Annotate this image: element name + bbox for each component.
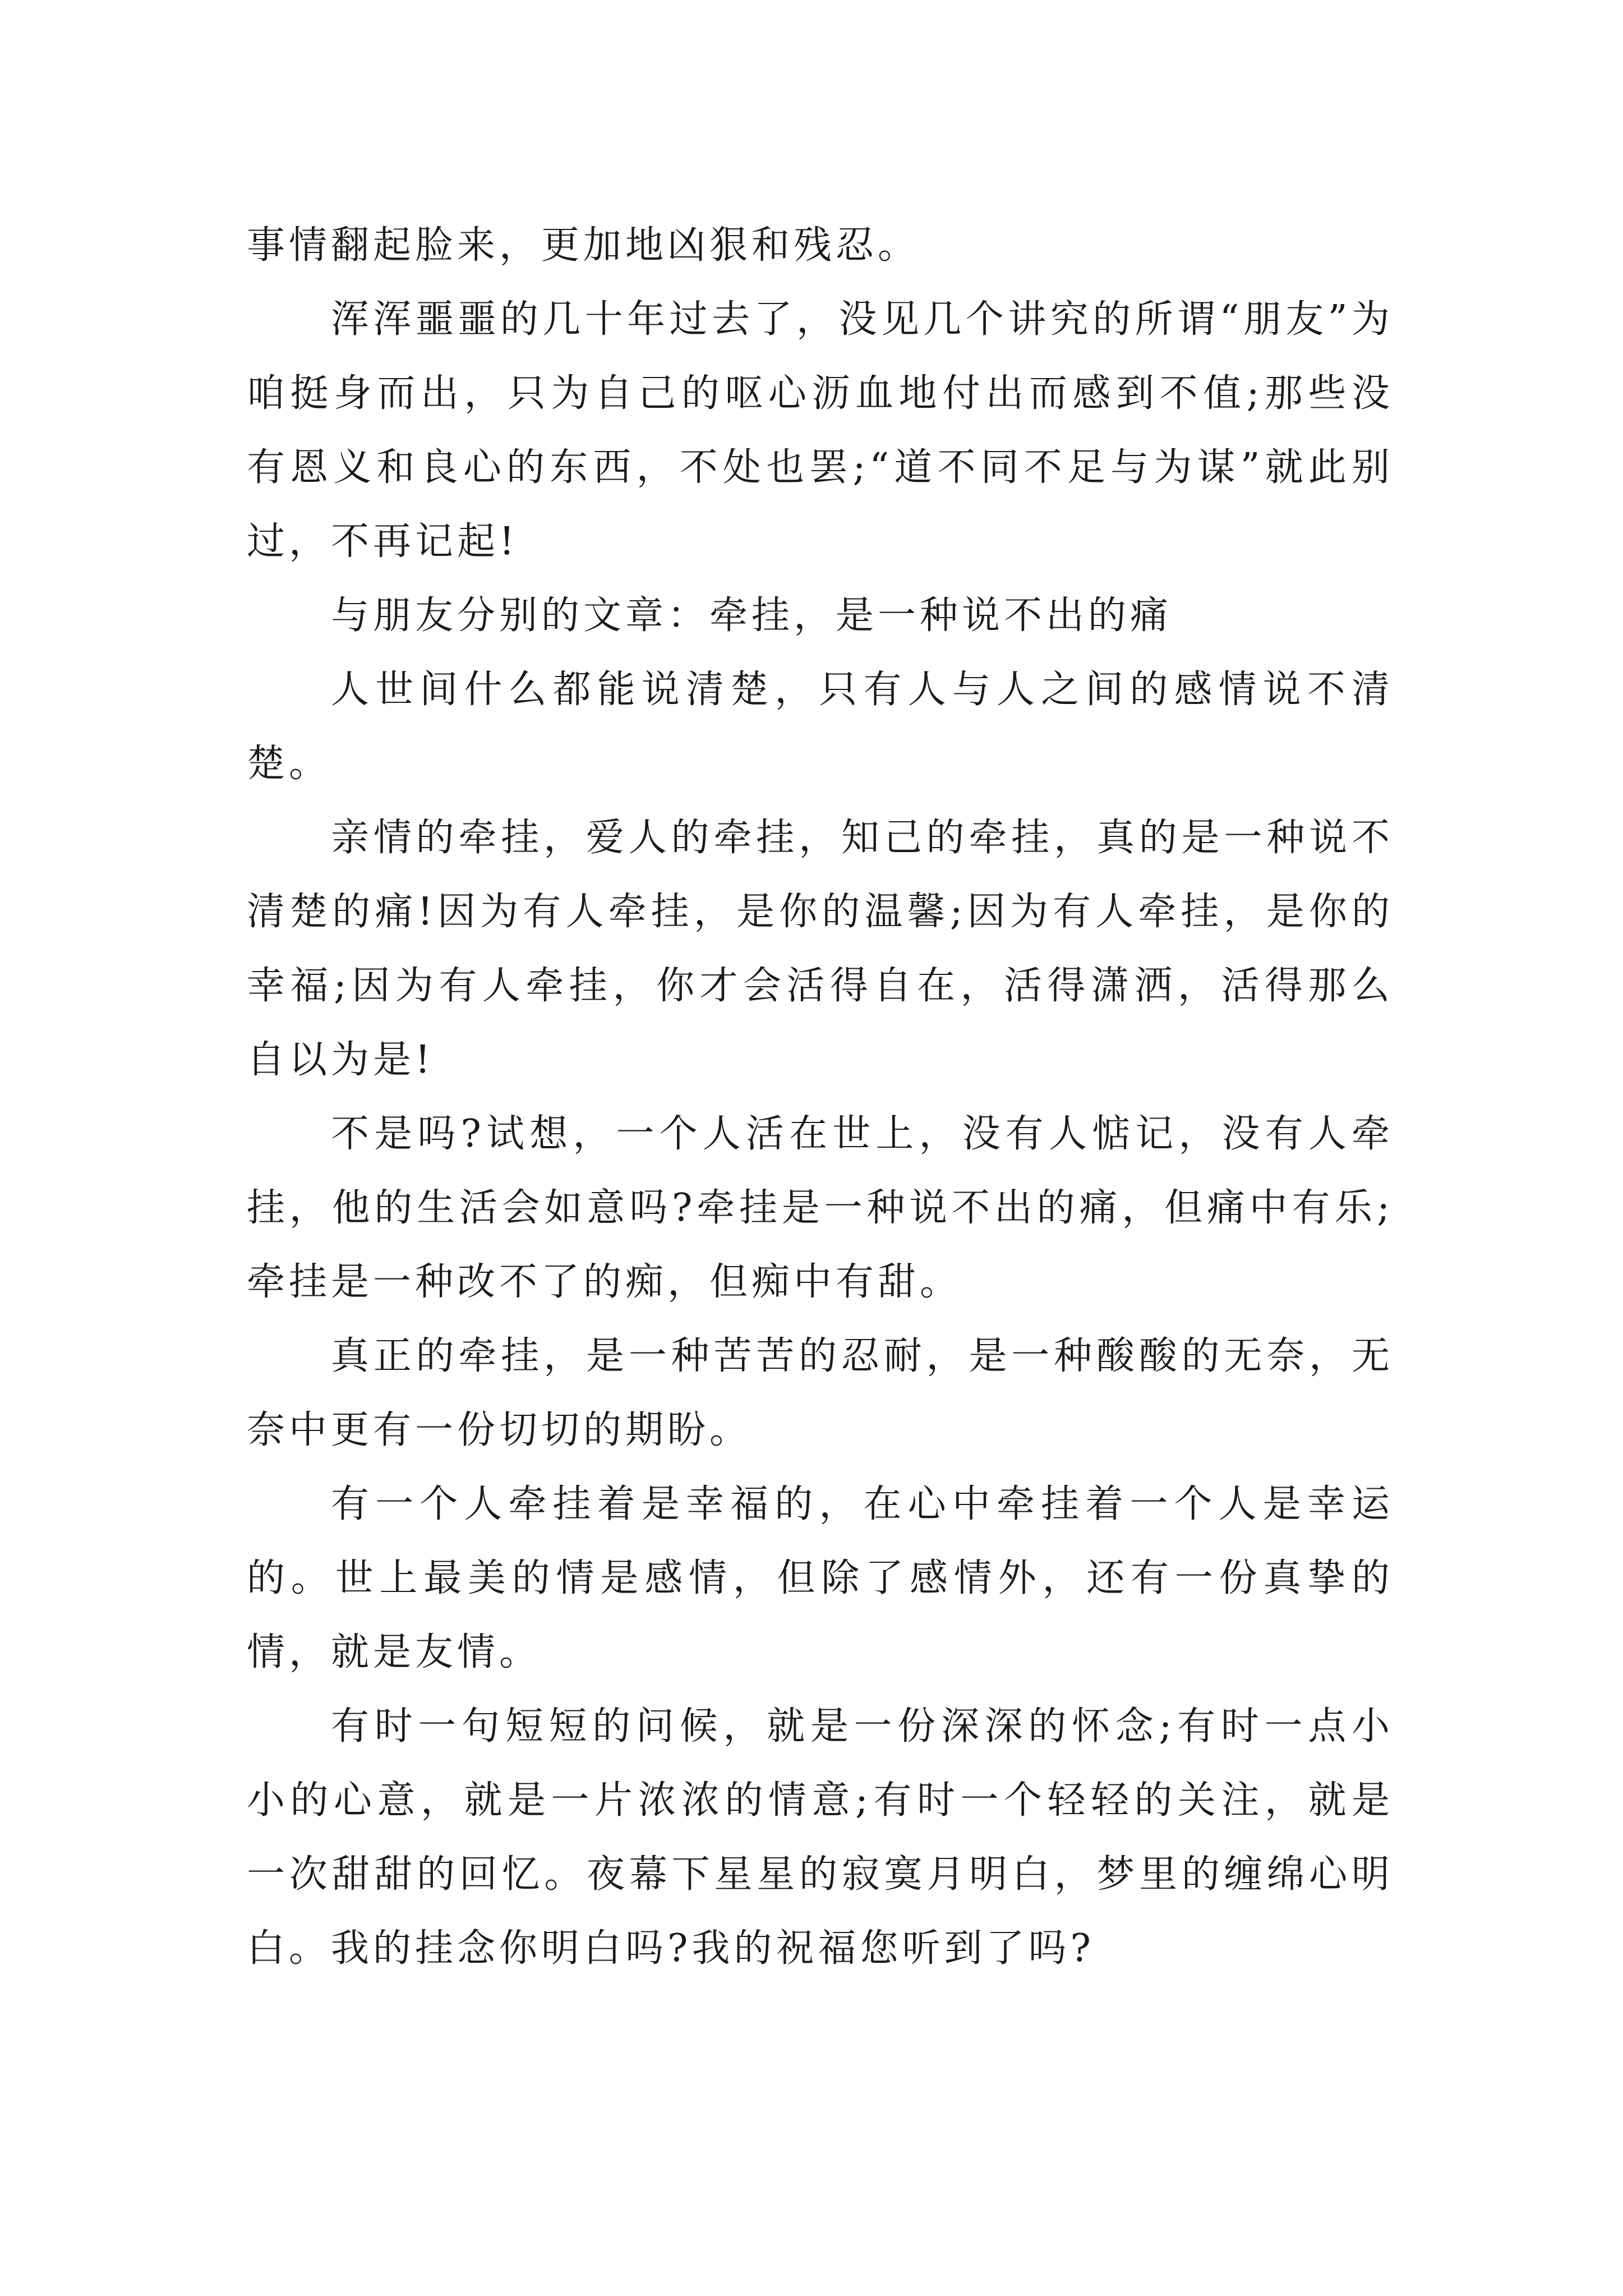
document-body [247, 209, 1394, 1986]
paragraph: 有一个人牵挂着是幸福的，在心中牵挂着一个人是幸运的。世上最美的情是感情，但除了感情外，还有一份真挚的情，就是友情。 [247, 1482, 1394, 1674]
paragraph: 真正的牵挂，是一种苦苦的忍耐，是一种酸酸的无奈，无奈中更有一份切切的期盼。 [247, 1334, 1394, 1452]
paragraph: 不是吗?试想，一个人活在世上，没有人惦记，没有人牵挂，他的生活会如意吗?牵挂是一种说不出的痛，但痛中有乐;牵挂是一种改不了的痴，但痴中有甜。 [247, 1112, 1394, 1304]
paragraph: 有时一句短短的问候，就是一份深深的怀念;有时一点小小的心意，就是一片浓浓的情意;有时一个轻轻的关注，就是一次甜甜的回忆。夜幕下星星的寂寞月明白，梦里的缠绵心明白。我的挂念你明白吗?我的祝福您听到了吗? [247, 1704, 1394, 1971]
paragraph: 浑浑噩噩的几十年过去了，没见几个讲究的所谓“朋友”为咱挺身而出，只为自己的呕心沥血地付出而感到不值;那些没有恩义和良心的东西，不处也罢;“道不同不足与为谋”就此别过，不再记起! [247, 297, 1394, 564]
paragraph: 亲情的牵挂，爱人的牵挂，知己的牵挂，真的是一种说不清楚的痛!因为有人牵挂，是你的温馨;因为有人牵挂，是你的幸福;因为有人牵挂，你才会活得自在，活得潇洒，活得那么自以为是! [247, 816, 1394, 1082]
paragraph: 人世间什么都能说清楚，只有人与人之间的感情说不清楚。 [247, 668, 1394, 786]
section-heading: 与朋友分别的文章：牵挂，是一种说不出的痛 [331, 593, 1173, 638]
paragraph-continuation: 事情翻起脸来，更加地凶狠和残忍。 [247, 223, 920, 268]
